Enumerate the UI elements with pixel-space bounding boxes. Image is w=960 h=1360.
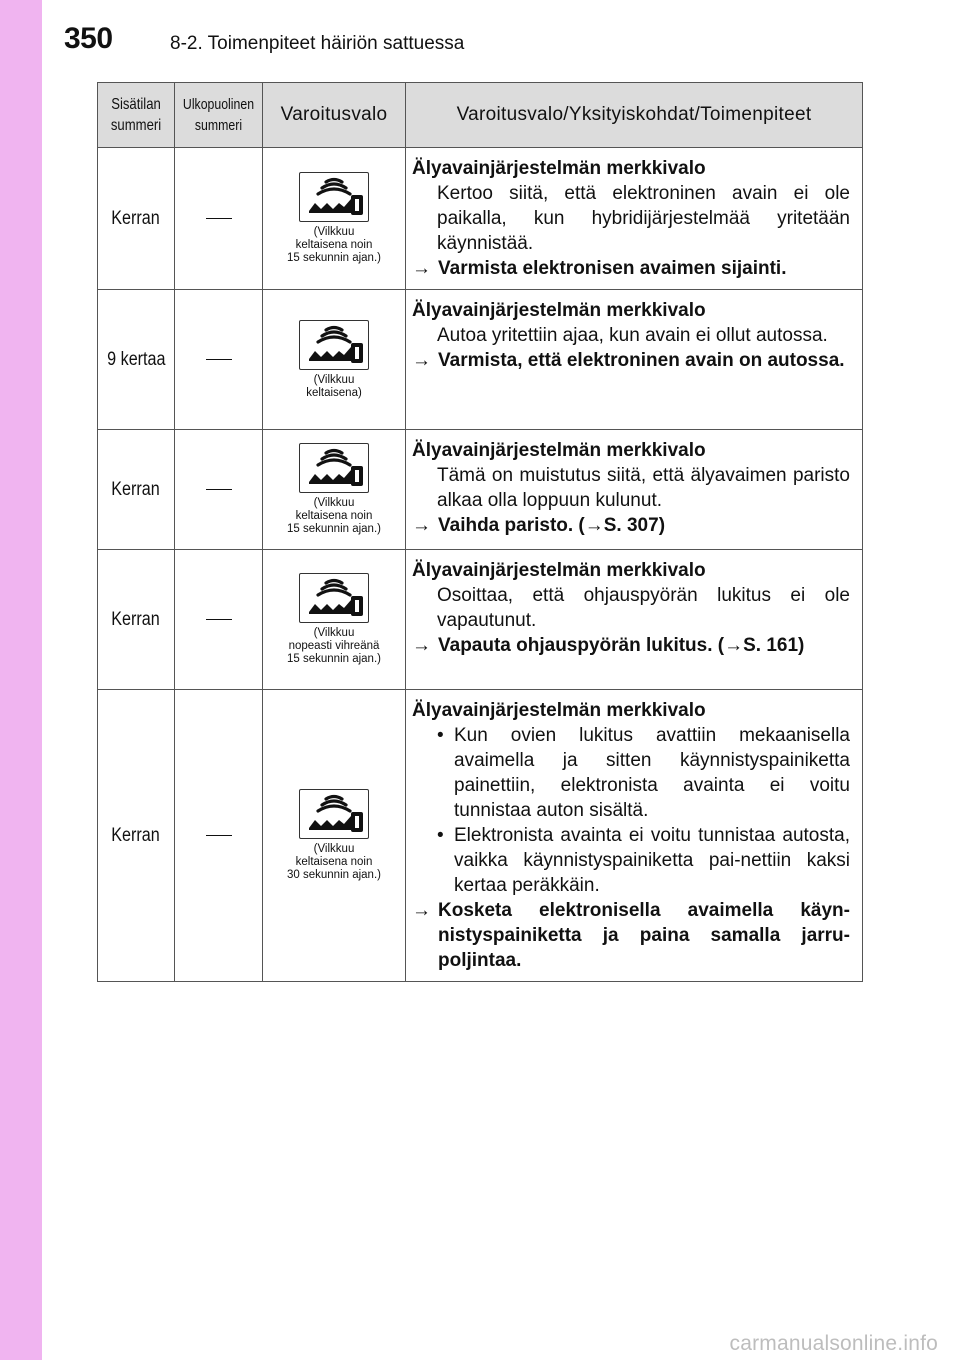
- blink-note: (Vilkkuu keltaisena noin 15 sekunnin ajan.): [287, 226, 381, 264]
- warning-title: Älyavainjärjestelmän merkkivalo: [412, 300, 706, 321]
- warning-action: → Varmista elektronisen avaimen sijainti.: [412, 258, 787, 279]
- side-color-strip: [0, 0, 42, 1360]
- blink-note: (Vilkkuu keltaisena noin 30 sekunnin ajan.): [287, 843, 381, 881]
- warning-action: → Vapauta ohjauspyörän lukitus. (→S. 161): [412, 635, 805, 656]
- warning-light-cell: [263, 290, 406, 430]
- section-title: 8-2. Toimenpiteet häiriön sattuessa: [170, 33, 465, 54]
- arrow-right-icon: →: [412, 350, 431, 371]
- interior-buzzer-cell: Kerran: [98, 148, 175, 290]
- watermark: carmanualsonline.info: [729, 1332, 938, 1355]
- bullet-dot-icon: •: [437, 825, 444, 846]
- dash-icon: [206, 619, 232, 620]
- arrow-right-icon: →: [412, 258, 431, 279]
- warning-light-cell: [263, 430, 406, 550]
- warning-description: Autoa yritettiin ajaa, kun avain ei ollut autossa.: [437, 325, 828, 346]
- blink-note: (Vilkkuu keltaisena): [306, 373, 362, 399]
- blink-note: (Vilkkuu keltaisena noin 15 sekunnin ajan.): [287, 497, 381, 535]
- interior-buzzer-cell: Kerran: [98, 430, 175, 550]
- interior-buzzer-cell: Kerran: [98, 690, 175, 982]
- blink-note: (Vilkkuu nopeasti vihreänä 15 sekunnin ajan.): [287, 627, 381, 665]
- arrow-right-icon: →: [412, 635, 431, 656]
- bullet-dot-icon: •: [437, 725, 444, 746]
- interior-buzzer-cell: Kerran: [98, 550, 175, 690]
- table-row: [98, 690, 863, 982]
- warning-bullet: • Elektronista avainta ei voitu tunnistaa autosta, vaikka käynnistyspainiketta pai-nettiin kaksi kertaa peräkkäin.: [437, 825, 850, 896]
- details-cell: [406, 550, 863, 690]
- warning-title: Älyavainjärjestelmän merkkivalo: [412, 158, 706, 179]
- smart-key-icon: [299, 573, 369, 623]
- warning-action: → Varmista, että elektroninen avain on autossa.: [412, 350, 845, 371]
- table-row: [98, 290, 863, 430]
- arrow-right-icon: →: [412, 515, 431, 536]
- table-row: [98, 148, 863, 290]
- warning-light-cell: [263, 148, 406, 290]
- warning-title: Älyavainjärjestelmän merkkivalo: [412, 560, 706, 581]
- smart-key-icon: [299, 443, 369, 493]
- header-details: Varoitusvalo/Yksityiskohdat/Toimenpiteet: [406, 83, 863, 148]
- warning-table: [97, 82, 863, 982]
- header-interior-buzzer: Sisätilan summeri: [98, 83, 175, 148]
- smart-key-icon: [299, 172, 369, 222]
- table-header-row: [98, 83, 863, 148]
- exterior-buzzer-cell: [175, 690, 263, 982]
- table-row: [98, 430, 863, 550]
- warning-bullet: • Kun ovien lukitus avattiin mekaanisella avaimella ja sitten käynnistyspainiketta painettiin, elektronista avainta ei voitu tunnistaa auton sisältä.: [437, 725, 850, 821]
- dash-icon: [206, 359, 232, 360]
- warning-light-cell: [263, 550, 406, 690]
- exterior-buzzer-cell: [175, 550, 263, 690]
- header-exterior-buzzer: Ulkopuolinen summeri: [175, 83, 263, 148]
- warning-action: → Vaihda paristo. (→S. 307): [412, 515, 666, 536]
- warning-description: Tämä on muistutus siitä, että älyavaimen paristo alkaa olla loppuun kulunut.: [437, 465, 850, 511]
- exterior-buzzer-cell: [175, 290, 263, 430]
- smart-key-icon: [299, 789, 369, 839]
- header-warning-light: Varoitusvalo: [263, 83, 406, 148]
- arrow-right-icon: →: [412, 900, 431, 921]
- warning-light-cell: [263, 690, 406, 982]
- details-cell: [406, 690, 863, 982]
- dash-icon: [206, 835, 232, 836]
- warning-description: Osoittaa, että ohjauspyörän lukitus ei ole vapautunut.: [437, 585, 850, 631]
- details-cell: [406, 430, 863, 550]
- warning-title: Älyavainjärjestelmän merkkivalo: [412, 440, 706, 461]
- exterior-buzzer-cell: [175, 148, 263, 290]
- exterior-buzzer-cell: [175, 430, 263, 550]
- table-row: [98, 550, 863, 690]
- warning-description: Kertoo siitä, että elektroninen avain ei ole paikalla, kun hybridijärjestelmää yritetään käynnistää.: [437, 183, 850, 254]
- warning-title: Älyavainjärjestelmän merkkivalo: [412, 700, 706, 721]
- warning-action: → Kosketa elektronisella avaimella käyn-nistyspainiketta ja paina samalla jarru-poljintaa.: [412, 900, 850, 971]
- page-number: 350: [64, 22, 113, 55]
- dash-icon: [206, 218, 232, 219]
- smart-key-icon: [299, 320, 369, 370]
- dash-icon: [206, 489, 232, 490]
- details-cell: [406, 290, 863, 430]
- interior-buzzer-cell: 9 kertaa: [98, 290, 175, 430]
- details-cell: [406, 148, 863, 290]
